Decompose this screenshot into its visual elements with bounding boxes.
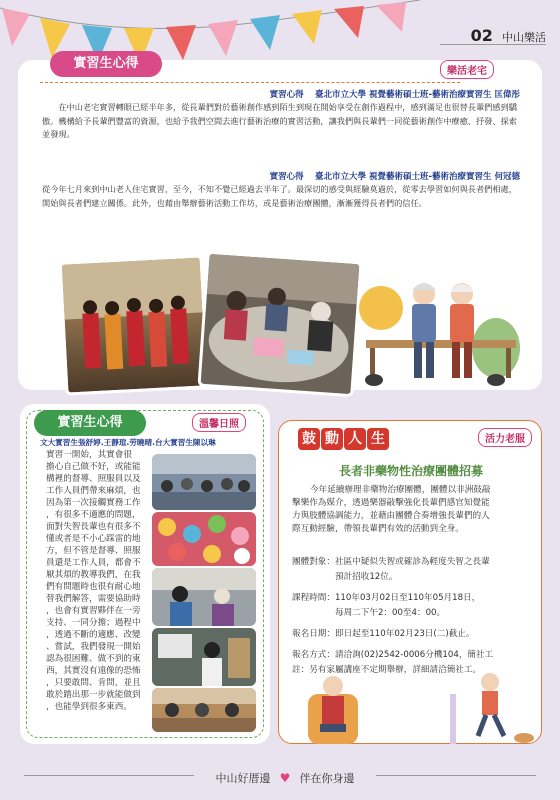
left-line: 擔心自己做不好，或能能	[46, 462, 141, 472]
footer	[200, 767, 370, 786]
left-line: 方，但不管是督導、照服	[46, 546, 141, 556]
detail-line: 註：另有家屬講座不定期舉辦，詳細請洽簡社工。	[292, 665, 482, 675]
elderly-couple-illustration	[356, 268, 526, 388]
dashed-divider	[40, 82, 460, 83]
left-line: 工作人員們帶來麻煩，也	[46, 486, 141, 496]
intro-line: 力與肢體協調能力，並藉由團體合奏增強長輩們的人	[292, 511, 490, 521]
detail-line: 每周二下午2：00至4：00。	[292, 608, 446, 618]
footer-left-text: 中山好厝邊	[215, 772, 271, 785]
left-line: 員還是工作人員，都會不	[46, 558, 141, 568]
left-line: 實習一開始，其實會很	[46, 450, 132, 460]
left-line: 厭其煩的教導我們，在我	[46, 570, 141, 580]
left-section-tag: 溫馨日照	[192, 413, 246, 432]
photo-activity	[152, 568, 256, 626]
right-subtitle: 長者非藥物性治療團體招募	[338, 464, 483, 478]
photo-crafts	[152, 512, 256, 566]
top-section-pill: 實習生心得	[50, 51, 162, 77]
photo-closing	[152, 688, 256, 732]
title-char: 人	[344, 428, 366, 450]
left-line: 敢於踏出那一步就能做到	[46, 690, 141, 700]
left-section-pill: 實習生心得	[34, 410, 146, 436]
page-number: 02	[470, 26, 493, 45]
intro-line: 際互動經驗，帶領長輩們有效的活動到全身。	[292, 524, 464, 534]
left-body	[46, 449, 148, 713]
left-line: 因為第一次接觸實務工作	[46, 498, 141, 508]
left-line: ，也會有實習夥伴在一旁	[46, 606, 141, 616]
left-line: 構裡的督導、照服員以及	[46, 474, 141, 484]
left-line: 替我們解答，需要協助時	[46, 594, 141, 604]
left-line: ，只要敢問、肯問，並且	[46, 678, 141, 688]
section-name: 中山樂活	[502, 31, 546, 44]
intro-line: 今年延續辦理非藥物治療團體，團體以非洲鼓敲	[310, 485, 491, 495]
title-char: 動	[321, 428, 343, 450]
heart-icon: ♥	[279, 771, 291, 785]
photo-presentation	[152, 628, 256, 686]
left-line: 面對失智長輩也有很多不	[46, 522, 141, 532]
left-line: ，有很多不適應的問題，	[46, 510, 141, 520]
page-header	[471, 26, 546, 45]
top-section-tag: 樂活老宅	[440, 60, 494, 79]
detail-line: 報名方式：請洽詢(02)2542-0006分機104，簡社工	[292, 650, 494, 660]
footer-line-left	[24, 775, 194, 776]
left-line: 西，其實沒有遠像的恐怖	[46, 666, 141, 676]
detail-line: 團體對象：社區中疑似失智或確診為輕度失智之長輩	[292, 557, 490, 567]
entry2-paragraph: 從今年七月來到中山老人住宅實習，至今，不知不覺已經過去半年了。最深切的感受與經驗莫過於，從零去學習如何與長者們相處，開始與長者們建立關係。此外，也藉由舉辦藝術活動工作坊，或是藝術治療團體，漸漸獲得長者們的信任。	[42, 184, 517, 208]
right-section-tag: 活力老服	[478, 428, 532, 447]
detail-line: 預計招收12位。	[292, 572, 398, 582]
left-line: 們有問題時也很有耐心地	[46, 582, 141, 592]
left-line: ，也能學到很多東西。	[46, 702, 132, 712]
photo-daycare-group	[152, 454, 256, 510]
header-divider	[440, 44, 546, 45]
title-char: 鼓	[298, 428, 320, 450]
right-title	[298, 428, 389, 450]
left-line: ，透過不斷的適應、改變	[46, 630, 141, 640]
left-line: 認為很困難、做不到的東	[46, 654, 141, 664]
left-line: 支持、一同分擔；過程中	[46, 618, 141, 628]
entry2-byline: 實習心得 臺北市立大學 視覺藝術碩士班-藝術治療實習生 何冠德	[269, 172, 520, 182]
footer-line-right	[376, 775, 536, 776]
left-line: 、嘗試，我們發現一開始	[46, 642, 141, 652]
elderly-activity-illustration	[300, 664, 540, 744]
photo-art-workshop	[197, 251, 362, 398]
photo-interns-group	[59, 254, 210, 395]
right-intro	[292, 484, 534, 536]
left-line: 懂或者是不小心踩雷的地	[46, 534, 141, 544]
entry1-byline: 實習心得 臺北市立大學 視覺藝術碩士班-藝術治療實習生 匡偉彤	[269, 90, 520, 100]
left-byline: 文大實習生張舒婷.王靜瑄.劳曉晴.台大實習生陳以琳	[40, 438, 216, 447]
intro-line: 擊樂作為媒介，透過樂器敲擊強化長輩們感官知覺能	[292, 498, 490, 508]
right-details	[292, 556, 534, 677]
detail-line: 報名日期：即日起至110年02月23日(二)截止。	[292, 629, 475, 639]
footer-right-text: 伴在你身邊	[299, 772, 355, 785]
detail-line: 課程時間：110年03月02日至110年05月18日，	[292, 593, 481, 603]
entry1-paragraph: 在中山老宅實習轉眼已經半年多，從長輩們對於藝術創作感到陌生到現在開始享受在創作過程中，感到滿足也很替長輩們感到驕傲。機構給予長輩們豐富的資源，也給予我們空間去進行藝術治療的實習活動，讓我們與長輩們一同從藝術創作中療癒、抒發、探索並發現。	[42, 102, 517, 139]
title-char: 生	[367, 428, 389, 450]
